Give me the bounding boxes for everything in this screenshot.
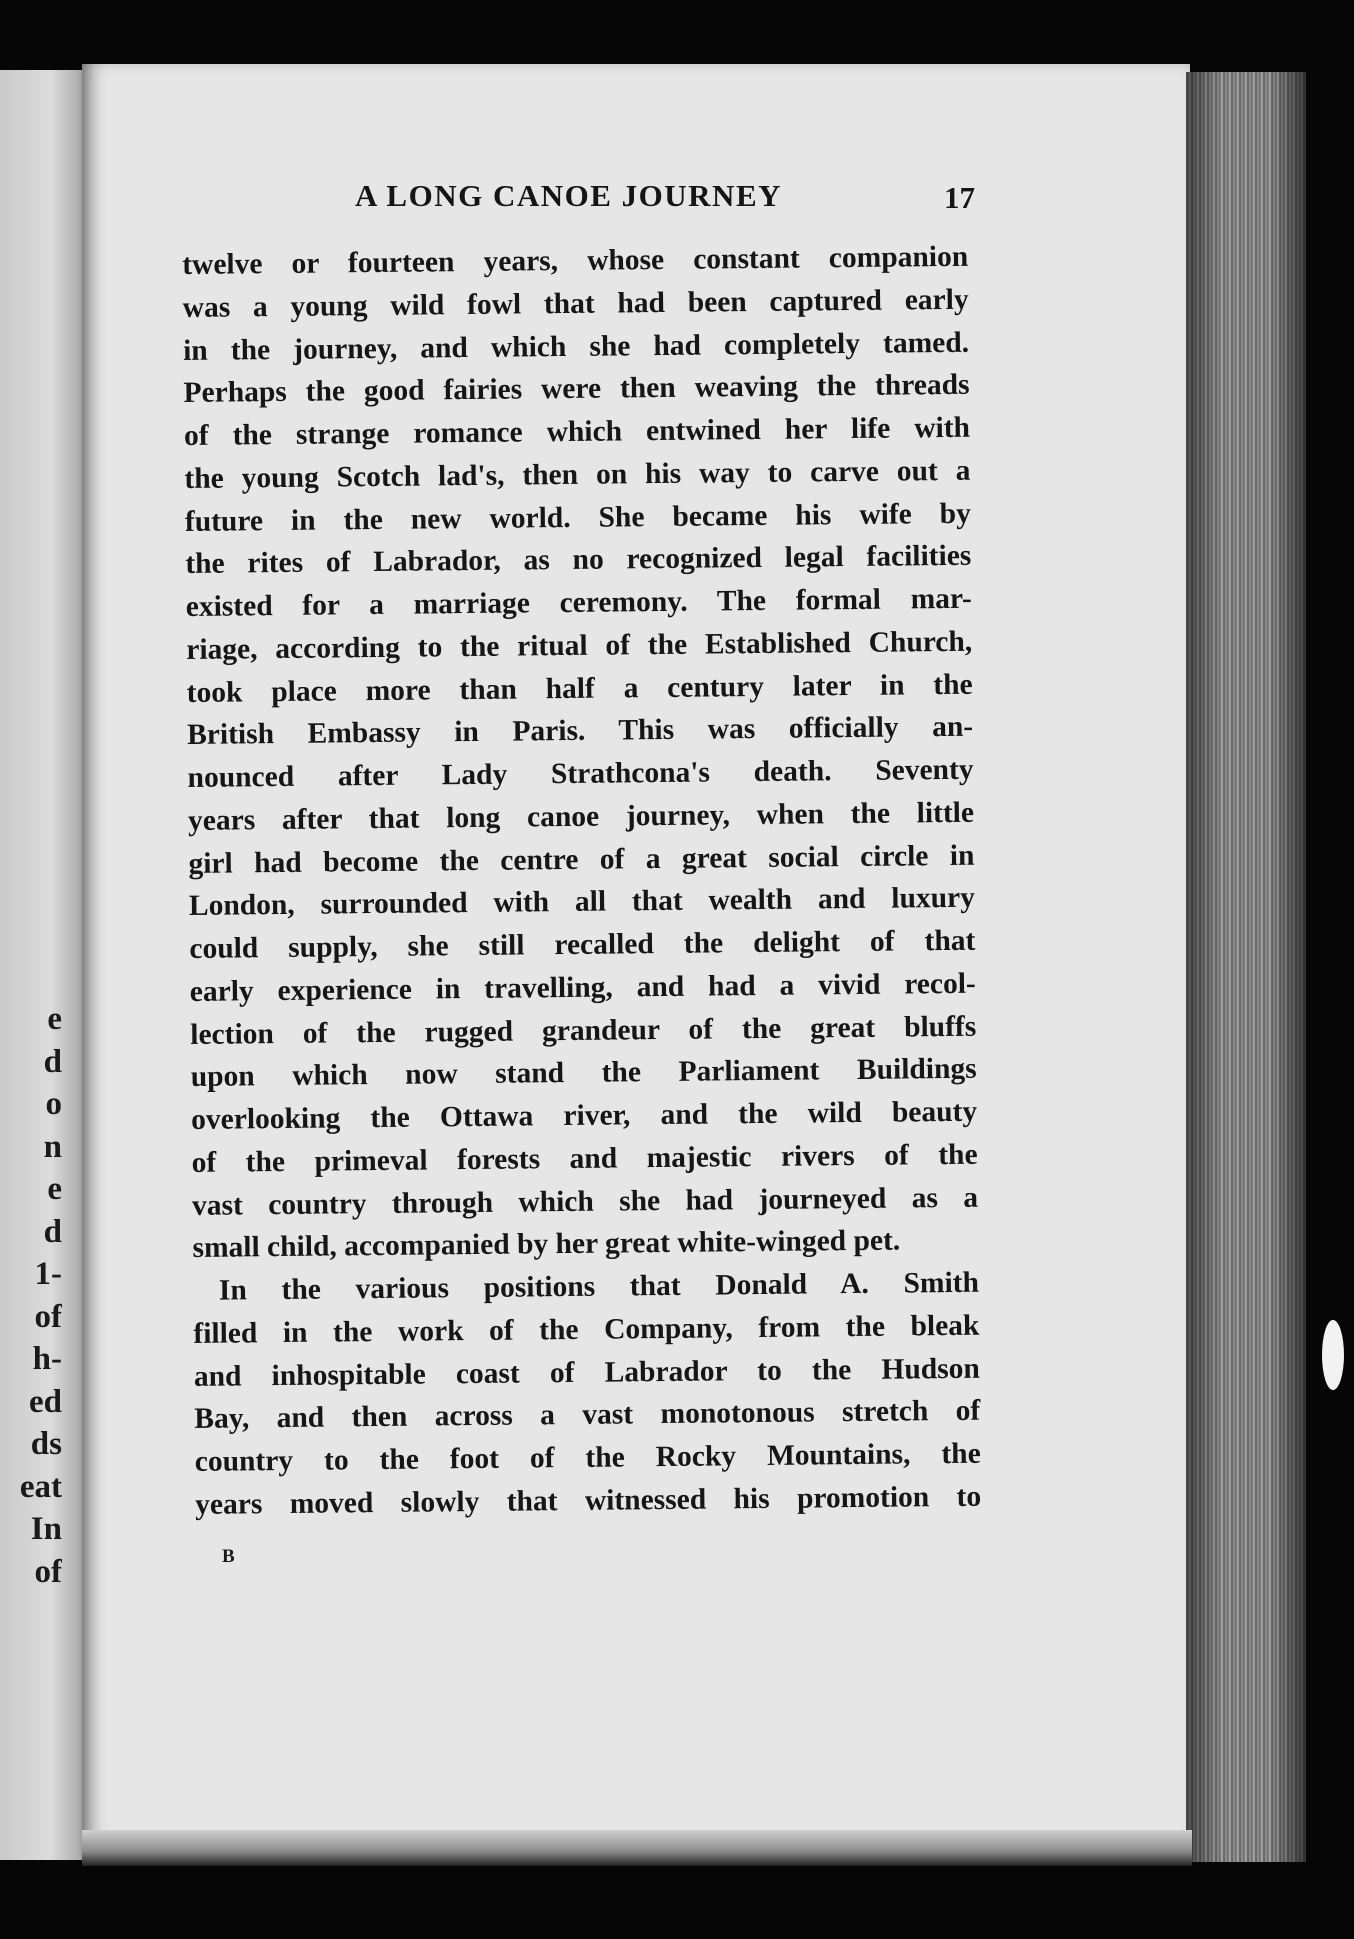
left-fragment: e [47, 1171, 62, 1207]
paragraph-first-line: In the various positions that Donald A. Smith [218, 1266, 980, 1307]
text-line: filled in the work of the Company, from the bleak [193, 1309, 980, 1350]
text-line: the young Scotch lad's, then on his way to carve out a [184, 454, 971, 495]
text-line: future in the new world. She became his wife by [184, 497, 972, 538]
text-line: could supply, she still recalled the delight of that [189, 924, 976, 965]
left-fragment: In [30, 1511, 62, 1547]
body-text [182, 236, 981, 1527]
text-line: Bay, and then across a vast monotonous stretch of [194, 1394, 981, 1436]
left-fragment: o [45, 1086, 62, 1122]
running-head-title: A LONG CANOE JOURNEY [355, 178, 783, 213]
text-line: existed for a marriage ceremony. The formal mar- [185, 582, 972, 623]
text-line: and inhospitable coast of Labrador to the Hudson [193, 1352, 980, 1393]
text-line: British Embassy in Paris. This was officially an- [186, 710, 974, 752]
text-line: country to the foot of the Rocky Mountains, the [194, 1437, 981, 1478]
left-fragment: n [43, 1128, 62, 1165]
text-line: vast country through which she had journeyed as a [191, 1181, 979, 1222]
text-line: in the journey, and which she had completely tamed. [182, 326, 970, 367]
left-fragment: e [47, 1001, 62, 1037]
left-page-edge [0, 70, 92, 1860]
text-line: lection of the rugged grandeur of the great bluffs [190, 1010, 977, 1051]
text-line: overlooking the Ottawa river, and the wild beauty [191, 1095, 978, 1136]
text-line: upon which now stand the Parliament Buildings [190, 1052, 977, 1094]
left-fragment: h- [32, 1341, 62, 1377]
left-fragment: ds [30, 1426, 62, 1462]
page-edge-mark [1322, 1320, 1344, 1390]
left-fragment: d [43, 1043, 62, 1080]
text-line: early experience in travelling, and had a vivid recol- [189, 967, 976, 1008]
page-bottom-edge [82, 1830, 1192, 1866]
text-line: of the strange romance which entwined her life with [183, 411, 971, 452]
page-number: 17 [944, 180, 975, 215]
running-head [355, 178, 975, 228]
left-fragment: eat [19, 1468, 62, 1505]
text-line: years moved slowly that witnessed his promotion to [195, 1480, 982, 1521]
left-fragment: 1- [34, 1256, 62, 1292]
paragraph-end-line: small child, accompanied by her great white-winged pet. [192, 1224, 901, 1265]
text-line: years after that long canoe journey, when the little [187, 796, 975, 837]
text-line: of the primeval forests and majestic rivers of the [191, 1138, 978, 1179]
text-line: girl had become the centre of a great social circle in [188, 839, 975, 880]
left-fragment: ed [29, 1383, 62, 1420]
left-fragment: d [43, 1213, 62, 1250]
left-page-text-fragments [0, 998, 62, 1593]
text-line: Perhaps the good fairies were then weaving the threads [183, 369, 970, 410]
left-fragment: of [34, 1298, 62, 1335]
text-line: took place more than half a century later in the [186, 668, 973, 709]
left-fragment: of [34, 1553, 62, 1590]
text-line: the rites of Labrador, as no recognized legal facilities [185, 540, 972, 581]
text-line: riage, according to the ritual of the Established Church, [186, 625, 973, 666]
text-line: twelve or fourteen years, whose constant companion [182, 240, 969, 281]
signature-mark: B [222, 1546, 236, 1567]
text-line: London, surrounded with all that wealth and luxury [188, 881, 976, 923]
text-line: was a young wild fowl that had been captured early [182, 283, 969, 324]
page-edge-shadow [1186, 72, 1306, 1862]
text-line: nounced after Lady Strathcona's death. Seventy [187, 753, 974, 794]
